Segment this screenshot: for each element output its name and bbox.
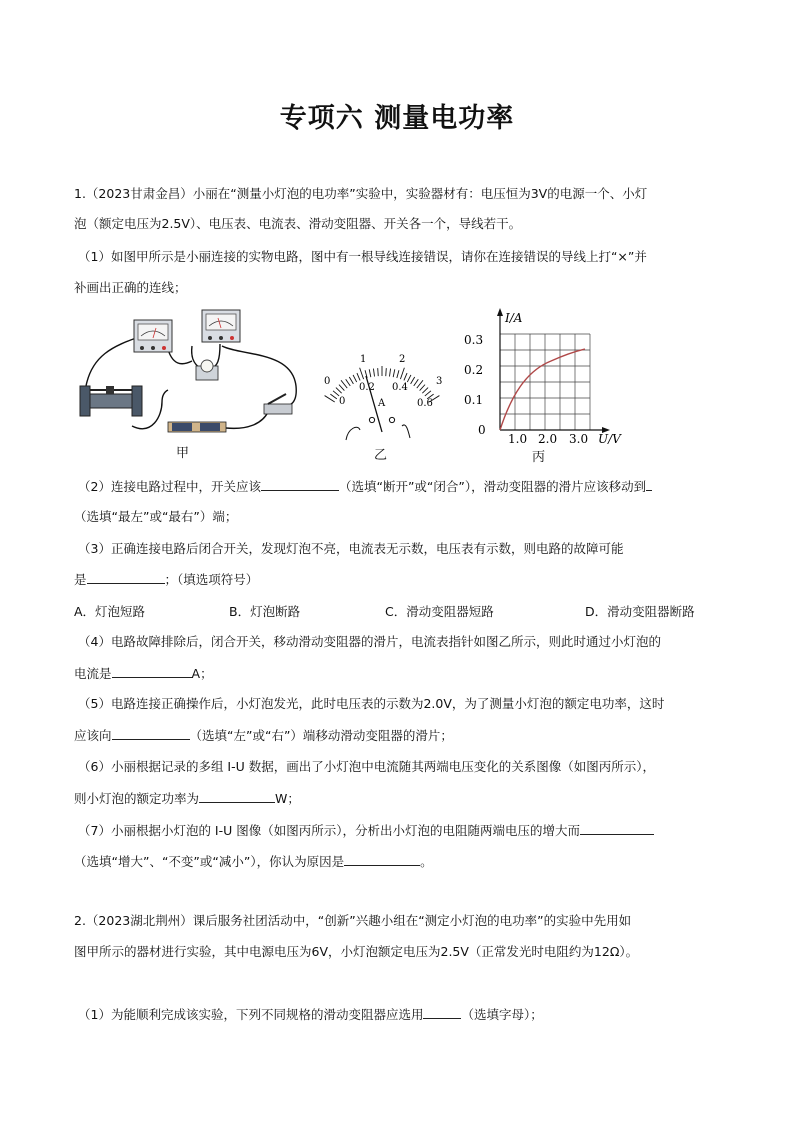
iu-graph-bing <box>456 306 636 446</box>
dial-tick <box>378 368 379 376</box>
figure-label-jia: 甲 <box>176 446 190 461</box>
q1-part2-line1: （2）连接电路过程中，开关应该 （选填“断开”或“闭合”），滑动变阻器的滑片应该移动到 <box>78 478 652 495</box>
answer-blank-slider-position[interactable] <box>646 478 652 491</box>
answer-blank-resistance-trend[interactable] <box>580 822 654 835</box>
dial-tick <box>414 379 419 386</box>
y-tick-label: 0.3 <box>464 333 484 347</box>
x-axis-label: U/V <box>598 432 621 446</box>
wire <box>226 412 268 428</box>
dial-top-label: 2 <box>399 354 406 365</box>
dial-tick <box>369 369 371 377</box>
q1-part7-line2: （选填“增大”、“不变”或“减小”），你认为原因是 。 <box>74 854 433 869</box>
dial-tick <box>422 388 428 394</box>
answer-blank-direction[interactable] <box>112 727 190 740</box>
dial-tick <box>346 379 351 386</box>
dial-terminal <box>389 417 394 422</box>
battery <box>168 422 226 432</box>
q1-part4-line1: （4）电路故障排除后，闭合开关，移动滑动变阻器的滑片，电流表指针如图乙所示，则此时通过小灯泡的 <box>78 634 661 649</box>
dial-tick <box>389 369 390 377</box>
iu-curve <box>500 349 585 430</box>
dial-tick <box>404 373 407 380</box>
graph-grid <box>500 334 590 430</box>
dial-bottom-label: 0 <box>339 396 346 407</box>
rheostat <box>80 386 142 416</box>
q1-part3-line1: （3）正确连接电路后闭合开关，发现灯泡不亮，电流表无示数，电压表有示数，则电路的故障可能 <box>78 541 624 556</box>
ammeter <box>134 320 172 352</box>
dial-tick <box>336 388 342 394</box>
wire <box>192 346 200 368</box>
x-tick-label: 2.0 <box>538 432 558 446</box>
dial-tick <box>420 385 425 391</box>
answer-blank-rheostat-choice[interactable] <box>423 1006 461 1019</box>
answer-blank-current[interactable] <box>112 665 192 678</box>
x-tick-label: 3.0 <box>569 432 589 446</box>
dial-bottom-label: 0.2 <box>359 382 375 393</box>
figure-label-bing: 丙 <box>532 450 546 465</box>
dial-tick <box>353 375 357 382</box>
q1-part1-line1: （1）如图甲所示是小丽连接的实物电路，图中有一根导线连接错误，请你在连接错误的导线上打“×”并 <box>78 249 647 264</box>
answer-blank-power[interactable] <box>199 790 275 803</box>
page-title: 专项六 测量电功率 <box>279 103 515 134</box>
y-axis-label: I/A <box>505 311 523 325</box>
dial-tick <box>386 368 387 376</box>
voltmeter <box>202 310 240 342</box>
switch <box>264 394 292 414</box>
option-c[interactable]: C．滑动变阻器短路 <box>385 604 494 619</box>
q2-part1-line: （1）为能顺利完成该实验，下列不同规格的滑动变阻器应选用 （选填字母）； <box>78 1007 543 1022</box>
dial-terminal-wire <box>402 425 410 438</box>
dial-tick <box>411 377 415 384</box>
dial-terminal <box>369 417 374 422</box>
q2-stem-line1: 2.（2023湖北荆州）课后服务社团活动中，“创新”兴趣小组在“测定小灯泡的电功率”的实验中先用如 <box>74 913 632 928</box>
dial-tick <box>400 368 404 379</box>
y-tick-label: 0.2 <box>464 363 484 377</box>
q1-part5-line2: 应该向 （选填“左”或“右”）端移动滑动变阻器的滑片； <box>74 728 453 743</box>
dial-tick <box>417 380 423 388</box>
q1-part5-line1: （5）电路连接正确操作后，小灯泡发光，此时电压表的示数为2.0V，为了测量小灯泡的额定电功率，这时 <box>78 696 665 711</box>
origin-label: 0 <box>478 423 486 437</box>
option-a[interactable]: A．灯泡短路 <box>74 604 146 619</box>
dial-tick <box>425 391 431 396</box>
q1-part3-line2: 是 ；（填选项符号） <box>74 572 259 587</box>
dial-tick <box>349 377 353 384</box>
x-tick-label: 1.0 <box>508 432 528 446</box>
answer-blank-reason[interactable] <box>344 853 420 866</box>
dial-tick <box>357 373 360 380</box>
q1-part6-line2: 则小灯泡的额定功率为 W； <box>74 791 300 806</box>
q1-stem-line2: 泡（额定电压为2.5V）、电压表、电流表、滑动变阻器、开关各一个，导线若干。 <box>74 216 522 231</box>
dial-bottom-label: 0.6 <box>417 398 433 409</box>
dial-tick <box>339 385 344 391</box>
ammeter-dial-yi <box>314 346 450 442</box>
dial-top-label: 0 <box>324 376 331 387</box>
q2-stem-line2: 图甲所示的器材进行实验，其中电源电压为6V，小灯泡额定电压为2.5V（正常发光时电阻约为12Ω）。 <box>74 944 639 959</box>
dial-bottom-label: 0.4 <box>392 382 408 393</box>
circuit-diagram-jia <box>72 306 304 438</box>
q1-stem-line1: 1.（2023甘肃金昌）小丽在“测量小灯泡的电功率”实验中，实验器材有：电压恒为3V的电源一个、小灯 <box>74 186 648 201</box>
option-d[interactable]: D．滑动变阻器断路 <box>585 604 695 619</box>
dial-top-label: 3 <box>436 376 443 387</box>
dial-tick <box>360 368 364 379</box>
dial-unit: A <box>378 398 386 409</box>
dial-tick <box>373 369 374 377</box>
q1-part1-line2: 补画出正确的连线； <box>74 280 187 295</box>
figure-label-yi: 乙 <box>374 448 388 463</box>
dial-tick <box>407 375 411 382</box>
answer-blank-switch[interactable] <box>261 478 339 491</box>
q1-part2-line2: （选填“最左”或“最右”）端； <box>74 509 238 524</box>
answer-blank-fault[interactable] <box>87 571 165 584</box>
dial-tick <box>397 370 399 378</box>
dial-tick <box>330 394 336 399</box>
option-b[interactable]: B．灯泡断路 <box>229 604 301 619</box>
dial-tick <box>393 369 395 377</box>
wire <box>222 346 296 407</box>
dial-top-label: 1 <box>360 354 367 365</box>
q1-part7-line1: （7）小丽根据小灯泡的 I-U 图像（如图丙所示），分析出小灯泡的电阻随两端电压的增大而 <box>78 822 654 839</box>
y-tick-label: 0.1 <box>464 393 484 407</box>
light-bulb <box>196 360 218 380</box>
dial-tick <box>341 380 347 388</box>
dial-terminal-wire <box>346 427 360 440</box>
q1-part6-line1: （6）小丽根据记录的多组 I-U 数据，画出了小灯泡中电流随其两端电压变化的关系图像（如图丙所示）， <box>78 759 655 774</box>
q1-part4-line2: 电流是 A； <box>74 666 213 681</box>
y-axis-arrow <box>497 308 503 316</box>
